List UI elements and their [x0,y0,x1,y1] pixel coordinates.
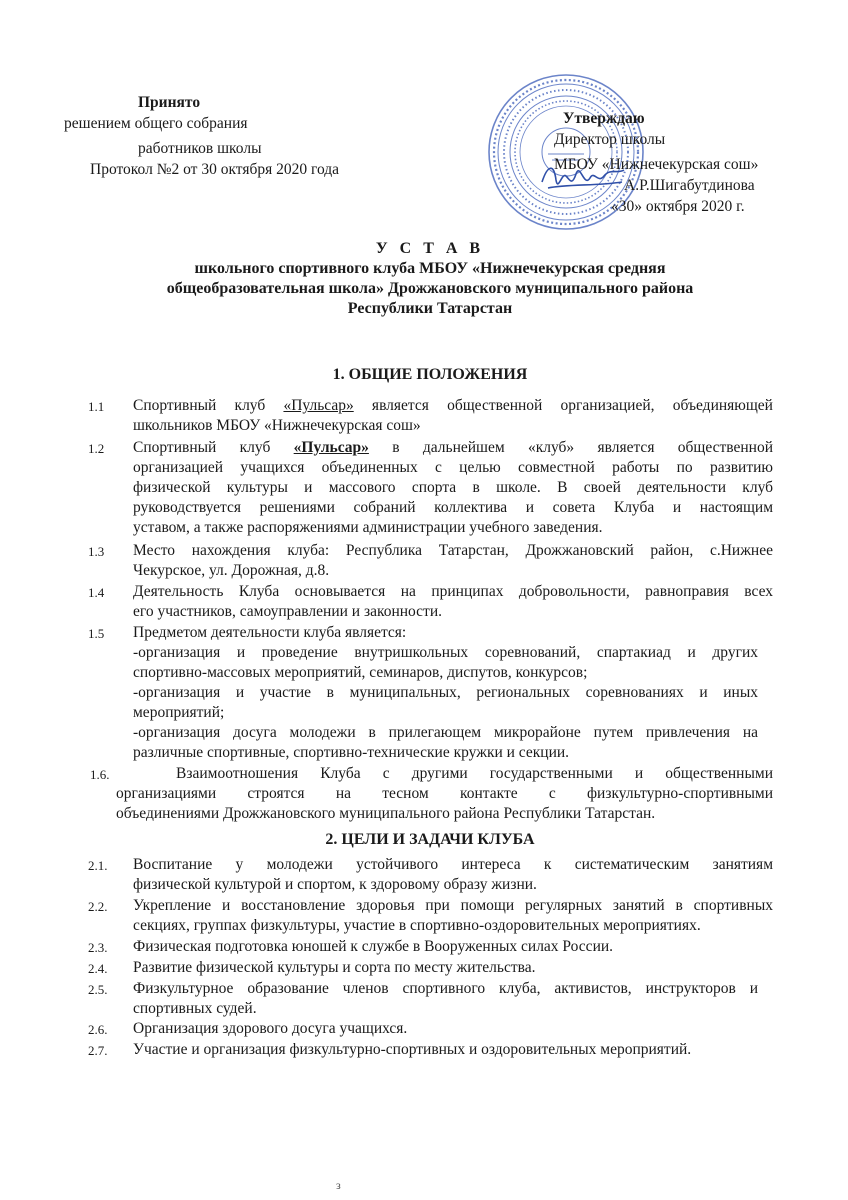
adopted-line: решением общего собрания [64,115,248,132]
clause-line: физической культуры и массового спорта в школе. В своей деятельности клуб [133,479,773,496]
section-1-heading: 1. ОБЩИЕ ПОЛОЖЕНИЯ [332,366,528,383]
clause-line: Предметом деятельности клуба является: [133,624,407,641]
clause-line: Физкультурное образование членов спортивного клуба, активистов, инструкторов и [133,980,758,997]
document-title [90,239,770,319]
club-name: «Пульсар» [293,439,369,456]
clause-line: Участие и организация физкультурно-спортивных и оздоровительных мероприятий. [133,1041,692,1058]
clause-line: Физическая подготовка юношей к службе в Вооруженных силах России. [133,938,614,955]
title-charter: У С Т А В [375,240,485,257]
clause-number: 1.3 [88,544,105,559]
title-line: школьного спортивного клуба МБОУ «Нижнечекурская средняя [194,260,666,277]
school-name: МБОУ «Нижнечекурская сош» [554,156,759,173]
clause-line: Развитие физической культуры и сорта по месту жительства. [133,959,536,976]
clause-line: -организация и участие в муниципальных, региональных соревнованиях и иных [133,684,758,701]
title-line: Республики Татарстан [347,300,513,317]
clause-number: 2.5. [88,982,108,997]
clause-number: 2.6. [88,1022,108,1037]
clause-line: мероприятий; [133,704,225,721]
clause-number: 2.1. [88,858,108,873]
clause-line: спортивно-массовых мероприятий, семинаров, диспутов, конкурсов; [133,664,588,681]
clause-number: 1.1 [88,399,105,414]
clause-line: Организация здорового досуга учащихся. [133,1020,408,1037]
protocol-line: Протокол №2 от 30 октября 2020 года [90,161,340,178]
clause-line: его участников, самоуправлении и законности. [133,603,443,620]
clause-line: Спортивный клуб «Пульсар» в дальнейшем «клуб» является общественной [133,439,773,456]
clause-line: Чекурское, ул. Дорожная, д.8. [133,562,330,579]
adopted-block [60,92,390,180]
clause-number: 2.3. [88,940,108,955]
clause-line: руководствуется решениями собраний коллектива и совета Клуба и настоящим [133,499,773,516]
adopted-line: работников школы [138,140,262,157]
clause-number: 1.6. [90,767,110,782]
section-2-heading: 2. ЦЕЛИ И ЗАДАЧИ КЛУБА [325,831,535,848]
director-position: Директор школы [554,131,666,148]
clause-line: секциях, группах физкультуры, участие в спортивно-оздоровительных мероприятиях. [133,917,701,934]
clause-number: 2.2. [88,899,108,914]
clause-number: 1.2 [88,441,105,456]
clause-number: 2.7. [88,1043,108,1058]
clause-number: 1.4 [88,585,105,600]
clause-line: -организация досуга молодежи в прилегающем микрорайоне путем привлечения на [133,724,758,741]
clause-line: Спортивный клуб «Пульсар» является общественной организацией, объединяющей [133,397,773,414]
clause-line: Взаимоотношения Клуба с другими государственными и общественными [176,765,773,782]
adopted-title: Принято [138,94,201,111]
approval-date: «30» октября 2020 г. [611,198,745,215]
title-line: общеобразовательная школа» Дрожжановского муниципального района [166,280,694,297]
director-signature [538,152,628,202]
clause-line: различные спортивные, спортивно-технические кружки и секции. [133,744,570,761]
clause-line: физической культурой и спортом, к здоровому образу жизни. [133,876,537,893]
clause-line: объединениями Дрожжановского муниципального района Республики Татарстан. [116,805,656,822]
clause-number: 2.4. [88,961,108,976]
clause-line: -организация и проведение внутришкольных соревнований, спартакиад и других [133,644,758,661]
clause-line: организациями строятся на тесном контакте с физкультурно-спортивными [116,785,773,802]
clause-line: организацией учащихся объединенных с целью совместной работы по развитию [133,459,773,476]
club-name: «Пульсар» [283,397,354,414]
clause-line: спортивных судей. [133,1000,257,1017]
clause-number: 1.5 [88,626,105,641]
clause-line: Место нахождения клуба: Республика Татарстан, Дрожжановский район, с.Нижнее [133,542,773,559]
clause-line: Деятельность Клуба основывается на принципах добровольности, равноправия всех [133,583,773,600]
clause-line: школьников МБОУ «Нижнечекурская сош» [133,417,421,434]
approval-title: Утверждаю [563,110,645,127]
page-mark: з [336,1178,341,1192]
clause-line: уставом, а также распоряжениями администрации учебного заведения. [133,519,603,536]
clause-line: Укрепление и восстановление здоровья при помощи регулярных занятий в спортивных [133,897,773,914]
clause-line: Воспитание у молодежи устойчивого интереса к систематическим занятиям [133,856,773,873]
director-name: А.Р.Шигабутдинова [624,177,755,194]
